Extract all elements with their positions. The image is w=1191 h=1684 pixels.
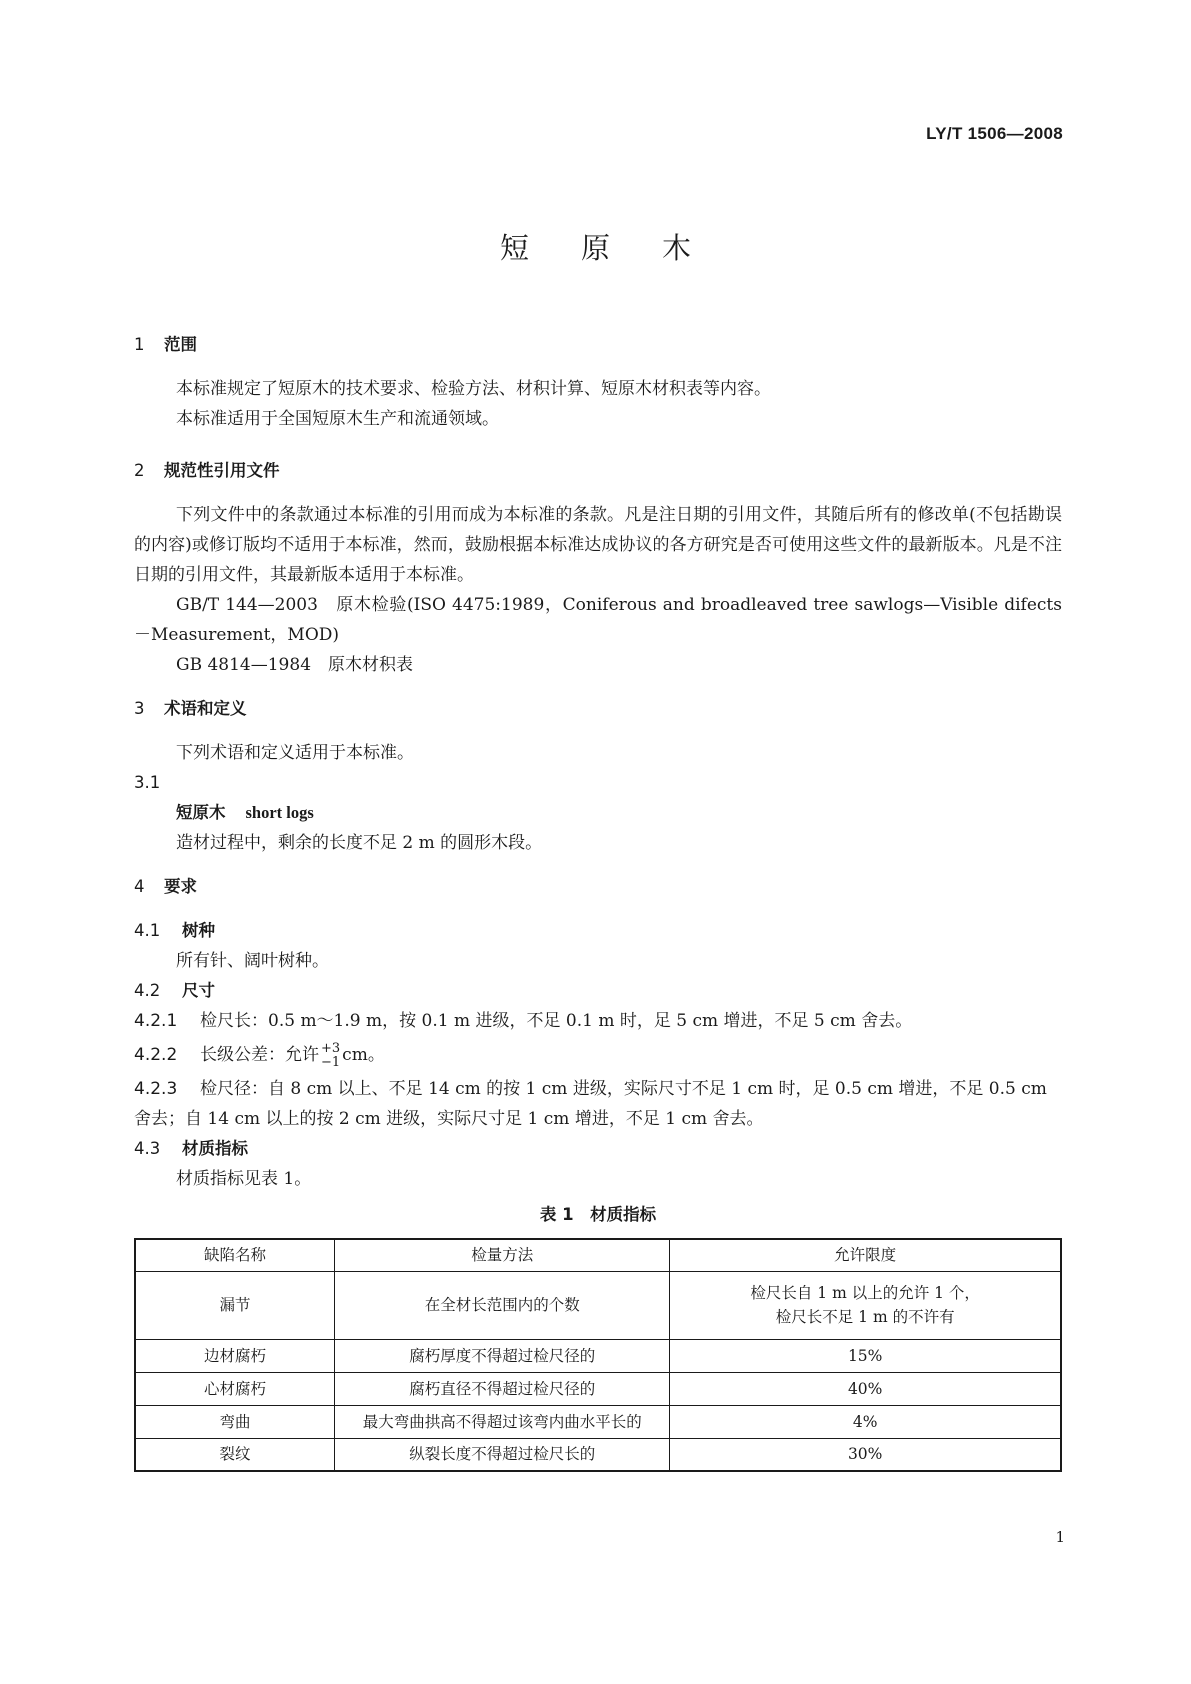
subsection-number: 4.1 xyxy=(134,921,161,940)
section-4-heading xyxy=(134,872,1062,902)
paragraph: 材质指标见表 1。 xyxy=(176,1169,312,1189)
tolerance-unit: cm。 xyxy=(342,1045,385,1065)
subsection-4-3-heading xyxy=(134,1134,1062,1164)
table-caption: 表 1 材质指标 xyxy=(539,1205,657,1224)
table-row xyxy=(135,1271,1061,1339)
table-cell: 弯曲 xyxy=(135,1405,335,1438)
table-header-cell: 检量方法 xyxy=(335,1239,670,1271)
table-row xyxy=(135,1405,1061,1438)
clause-4-2-1 xyxy=(134,1006,1062,1036)
standard-code: LY/T 1506—2008 xyxy=(926,124,1063,143)
tolerance-lower: −1 xyxy=(321,1054,341,1070)
paragraph: 下列术语和定义适用于本标准。 xyxy=(176,743,414,763)
table-cell: 漏节 xyxy=(135,1271,335,1339)
table-cell: 纵裂长度不得超过检尺长的 xyxy=(335,1438,670,1471)
clause-number: 4.2.3 xyxy=(134,1079,178,1099)
document-body xyxy=(134,330,1062,1472)
section-number: 4 xyxy=(134,877,145,896)
subsection-title: 树种 xyxy=(182,921,215,940)
clause-text: 检尺长：0.5 m～1.9 m，按 0.1 m 进级，不足 0.1 m 时，足 5 cm 增进，不足 5 cm 舍去。 xyxy=(200,1011,913,1031)
paragraph: 本标准规定了短原木的技术要求、检验方法、材积计算、短原木材积表等内容。 xyxy=(176,379,771,399)
subsection-title: 材质指标 xyxy=(182,1139,248,1158)
clause-text: 检尺径：自 8 cm 以上、不足 14 cm 的按 1 cm 进级，实际尺寸不足 1 cm 时，足 0.5 cm 增进，不足 0.5 cm 舍去；自 14 cm 以上的按 2 cm 进级，实际尺寸足 1 cm 增进，不足 1 cm 舍去。 xyxy=(134,1079,1047,1129)
table-cell: 边材腐朽 xyxy=(135,1339,335,1372)
table-row xyxy=(135,1438,1061,1471)
term-english: short logs xyxy=(245,803,314,822)
subsection-title: 尺寸 xyxy=(182,981,215,1000)
section-number: 2 xyxy=(134,461,145,480)
section-title: 术语和定义 xyxy=(164,699,247,718)
cell-line: 检尺长自 1 m 以上的允许 1 个， xyxy=(750,1284,980,1302)
table-cell: 最大弯曲拱高不得超过该弯内曲水平长的 xyxy=(335,1405,670,1438)
subsection-number: 3.1 xyxy=(134,773,161,792)
section-title: 规范性引用文件 xyxy=(164,461,280,480)
subsection-4-2-heading xyxy=(134,976,1062,1006)
clause-4-2-3 xyxy=(134,1074,1062,1134)
clause-number: 4.2.1 xyxy=(134,1011,178,1031)
paragraph: 本标准适用于全国短原木生产和流通领域。 xyxy=(176,409,499,429)
term-entry xyxy=(134,798,1062,828)
section-3-heading xyxy=(134,694,1062,724)
page-number: 1 xyxy=(1055,1528,1065,1546)
quality-index-table xyxy=(134,1238,1062,1472)
tolerance-fraction xyxy=(321,1042,340,1070)
section-2-heading xyxy=(134,456,1062,486)
table-header-cell: 缺陷名称 xyxy=(135,1239,335,1271)
table-header-row xyxy=(135,1239,1061,1271)
document-title: 短原木 xyxy=(499,231,743,265)
term-definition: 造材过程中，剩余的长度不足 2 m 的圆形木段。 xyxy=(176,833,543,853)
cell-line: 检尺长不足 1 m 的不许有 xyxy=(775,1308,955,1326)
table-row xyxy=(135,1339,1061,1372)
subsection-4-1-heading xyxy=(134,916,1062,946)
section-number: 3 xyxy=(134,699,145,718)
paragraph: 所有针、阔叶树种。 xyxy=(176,951,329,971)
subsection-number: 4.2 xyxy=(134,981,161,1000)
paragraph: 下列文件中的条款通过本标准的引用而成为本标准的条款。凡是注日期的引用文件，其随后所有的修改单(不包括勘误的内容)或修订版均不适用于本标准，然而，鼓励根据本标准达成协议的各方研究是否可使用这些文件的最新版本。凡是不注日期的引用文件，其最新版本适用于本标准。 xyxy=(134,505,1062,585)
table-cell: 4% xyxy=(670,1405,1061,1438)
table-cell: 在全材长范围内的个数 xyxy=(335,1271,670,1339)
normative-reference: GB 4814—1984 原木材积表 xyxy=(176,655,414,675)
normative-reference: GB/T 144—2003 原木检验(ISO 4475:1989，Coniferous and broadleaved tree sawlogs—Visible difects－Measurement，MOD) xyxy=(134,595,1062,645)
table-cell: 心材腐朽 xyxy=(135,1372,335,1405)
table-cell: 腐朽直径不得超过检尺径的 xyxy=(335,1372,670,1405)
section-title: 范围 xyxy=(164,335,197,354)
section-1-heading xyxy=(134,330,1062,360)
table-cell: 裂纹 xyxy=(135,1438,335,1471)
clause-text: 长级公差：允许 xyxy=(200,1045,319,1065)
table-cell: 40% xyxy=(670,1372,1061,1405)
tolerance-upper: +3 xyxy=(321,1040,341,1056)
table-row xyxy=(135,1372,1061,1405)
table-cell xyxy=(670,1271,1061,1339)
section-title: 要求 xyxy=(164,877,197,896)
table-cell: 腐朽厚度不得超过检尺径的 xyxy=(335,1339,670,1372)
table-cell: 15% xyxy=(670,1339,1061,1372)
clause-4-2-2 xyxy=(134,1040,1062,1070)
clause-number: 4.2.2 xyxy=(134,1045,178,1065)
subsection-number: 4.3 xyxy=(134,1139,161,1158)
table-header-cell: 允许限度 xyxy=(670,1239,1061,1271)
section-number: 1 xyxy=(134,335,145,354)
term-chinese: 短原木 xyxy=(176,803,226,822)
table-cell: 30% xyxy=(670,1438,1061,1471)
